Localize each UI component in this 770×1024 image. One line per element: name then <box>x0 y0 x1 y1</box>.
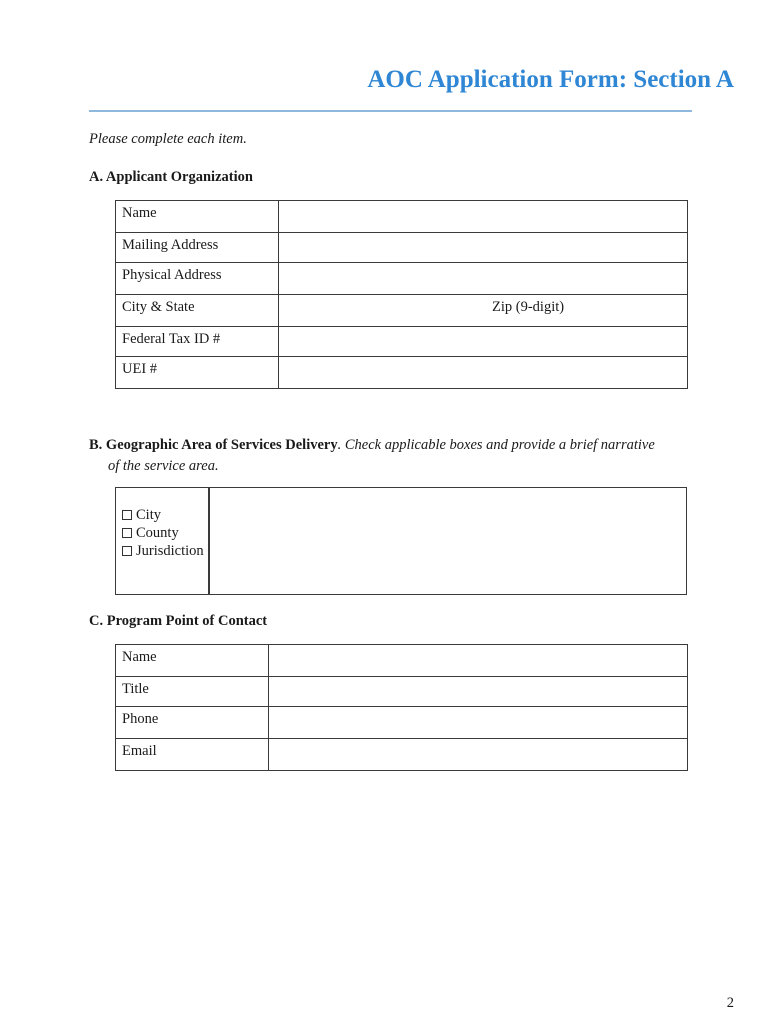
table-row <box>116 201 688 233</box>
checkbox-icon[interactable] <box>122 546 132 556</box>
table-row <box>116 645 688 677</box>
section-c-heading: C. Program Point of Contact <box>89 613 268 629</box>
form-title: AOC Application Form: Section A <box>367 66 734 93</box>
table-row <box>116 263 688 295</box>
checkbox-icon[interactable] <box>122 510 132 520</box>
row-label-city-state: City & State <box>116 295 279 327</box>
table-row <box>116 739 688 771</box>
section-b-instruction-cont: of the service area. <box>108 458 219 474</box>
table-row <box>116 233 688 263</box>
row-label-name: Name <box>116 201 279 233</box>
section-b-heading <box>89 435 709 477</box>
option-label: County <box>136 525 179 541</box>
option-city[interactable] <box>122 506 208 524</box>
table-row <box>116 677 688 707</box>
row-label-uei: UEI # <box>116 357 279 389</box>
option-label: City <box>136 507 161 523</box>
table-row <box>116 327 688 357</box>
contact-phone-field[interactable] <box>269 707 688 739</box>
service-area-narrative-field[interactable] <box>212 488 686 594</box>
city-state-field[interactable] <box>279 295 688 327</box>
mailing-address-field[interactable] <box>279 233 688 263</box>
row-label-mailing-address: Mailing Address <box>116 233 279 263</box>
federal-tax-id-field[interactable] <box>279 327 688 357</box>
intro-text: Please complete each item. <box>89 131 247 147</box>
row-label-contact-name: Name <box>116 645 269 677</box>
program-contact-table <box>115 644 688 771</box>
checkbox-icon[interactable] <box>122 528 132 538</box>
contact-name-field[interactable] <box>269 645 688 677</box>
geographic-area-box <box>115 487 687 595</box>
section-b-heading-lead: B. Geographic Area of Services Delivery <box>89 437 338 453</box>
table-row <box>116 357 688 389</box>
option-county[interactable] <box>122 524 208 542</box>
option-label: Jurisdiction <box>136 543 204 559</box>
row-label-federal-tax-id: Federal Tax ID # <box>116 327 279 357</box>
geographic-options <box>116 488 210 594</box>
row-label-physical-address: Physical Address <box>116 263 279 295</box>
table-row <box>116 295 688 327</box>
uei-field[interactable] <box>279 357 688 389</box>
section-b-instruction: . Check applicable boxes and provide a brief narrative <box>337 437 655 453</box>
row-label-email: Email <box>116 739 269 771</box>
row-label-phone: Phone <box>116 707 269 739</box>
contact-title-field[interactable] <box>269 677 688 707</box>
option-jurisdiction[interactable] <box>122 542 208 560</box>
table-row <box>116 707 688 739</box>
page-number: 2 <box>726 995 734 1011</box>
zip-label: Zip (9-digit) <box>492 299 565 315</box>
contact-email-field[interactable] <box>269 739 688 771</box>
org-name-field[interactable] <box>279 201 688 233</box>
row-label-title: Title <box>116 677 269 707</box>
applicant-organization-table <box>115 200 688 389</box>
section-a-heading: A. Applicant Organization <box>89 169 253 185</box>
title-rule <box>89 110 692 112</box>
physical-address-field[interactable] <box>279 263 688 295</box>
